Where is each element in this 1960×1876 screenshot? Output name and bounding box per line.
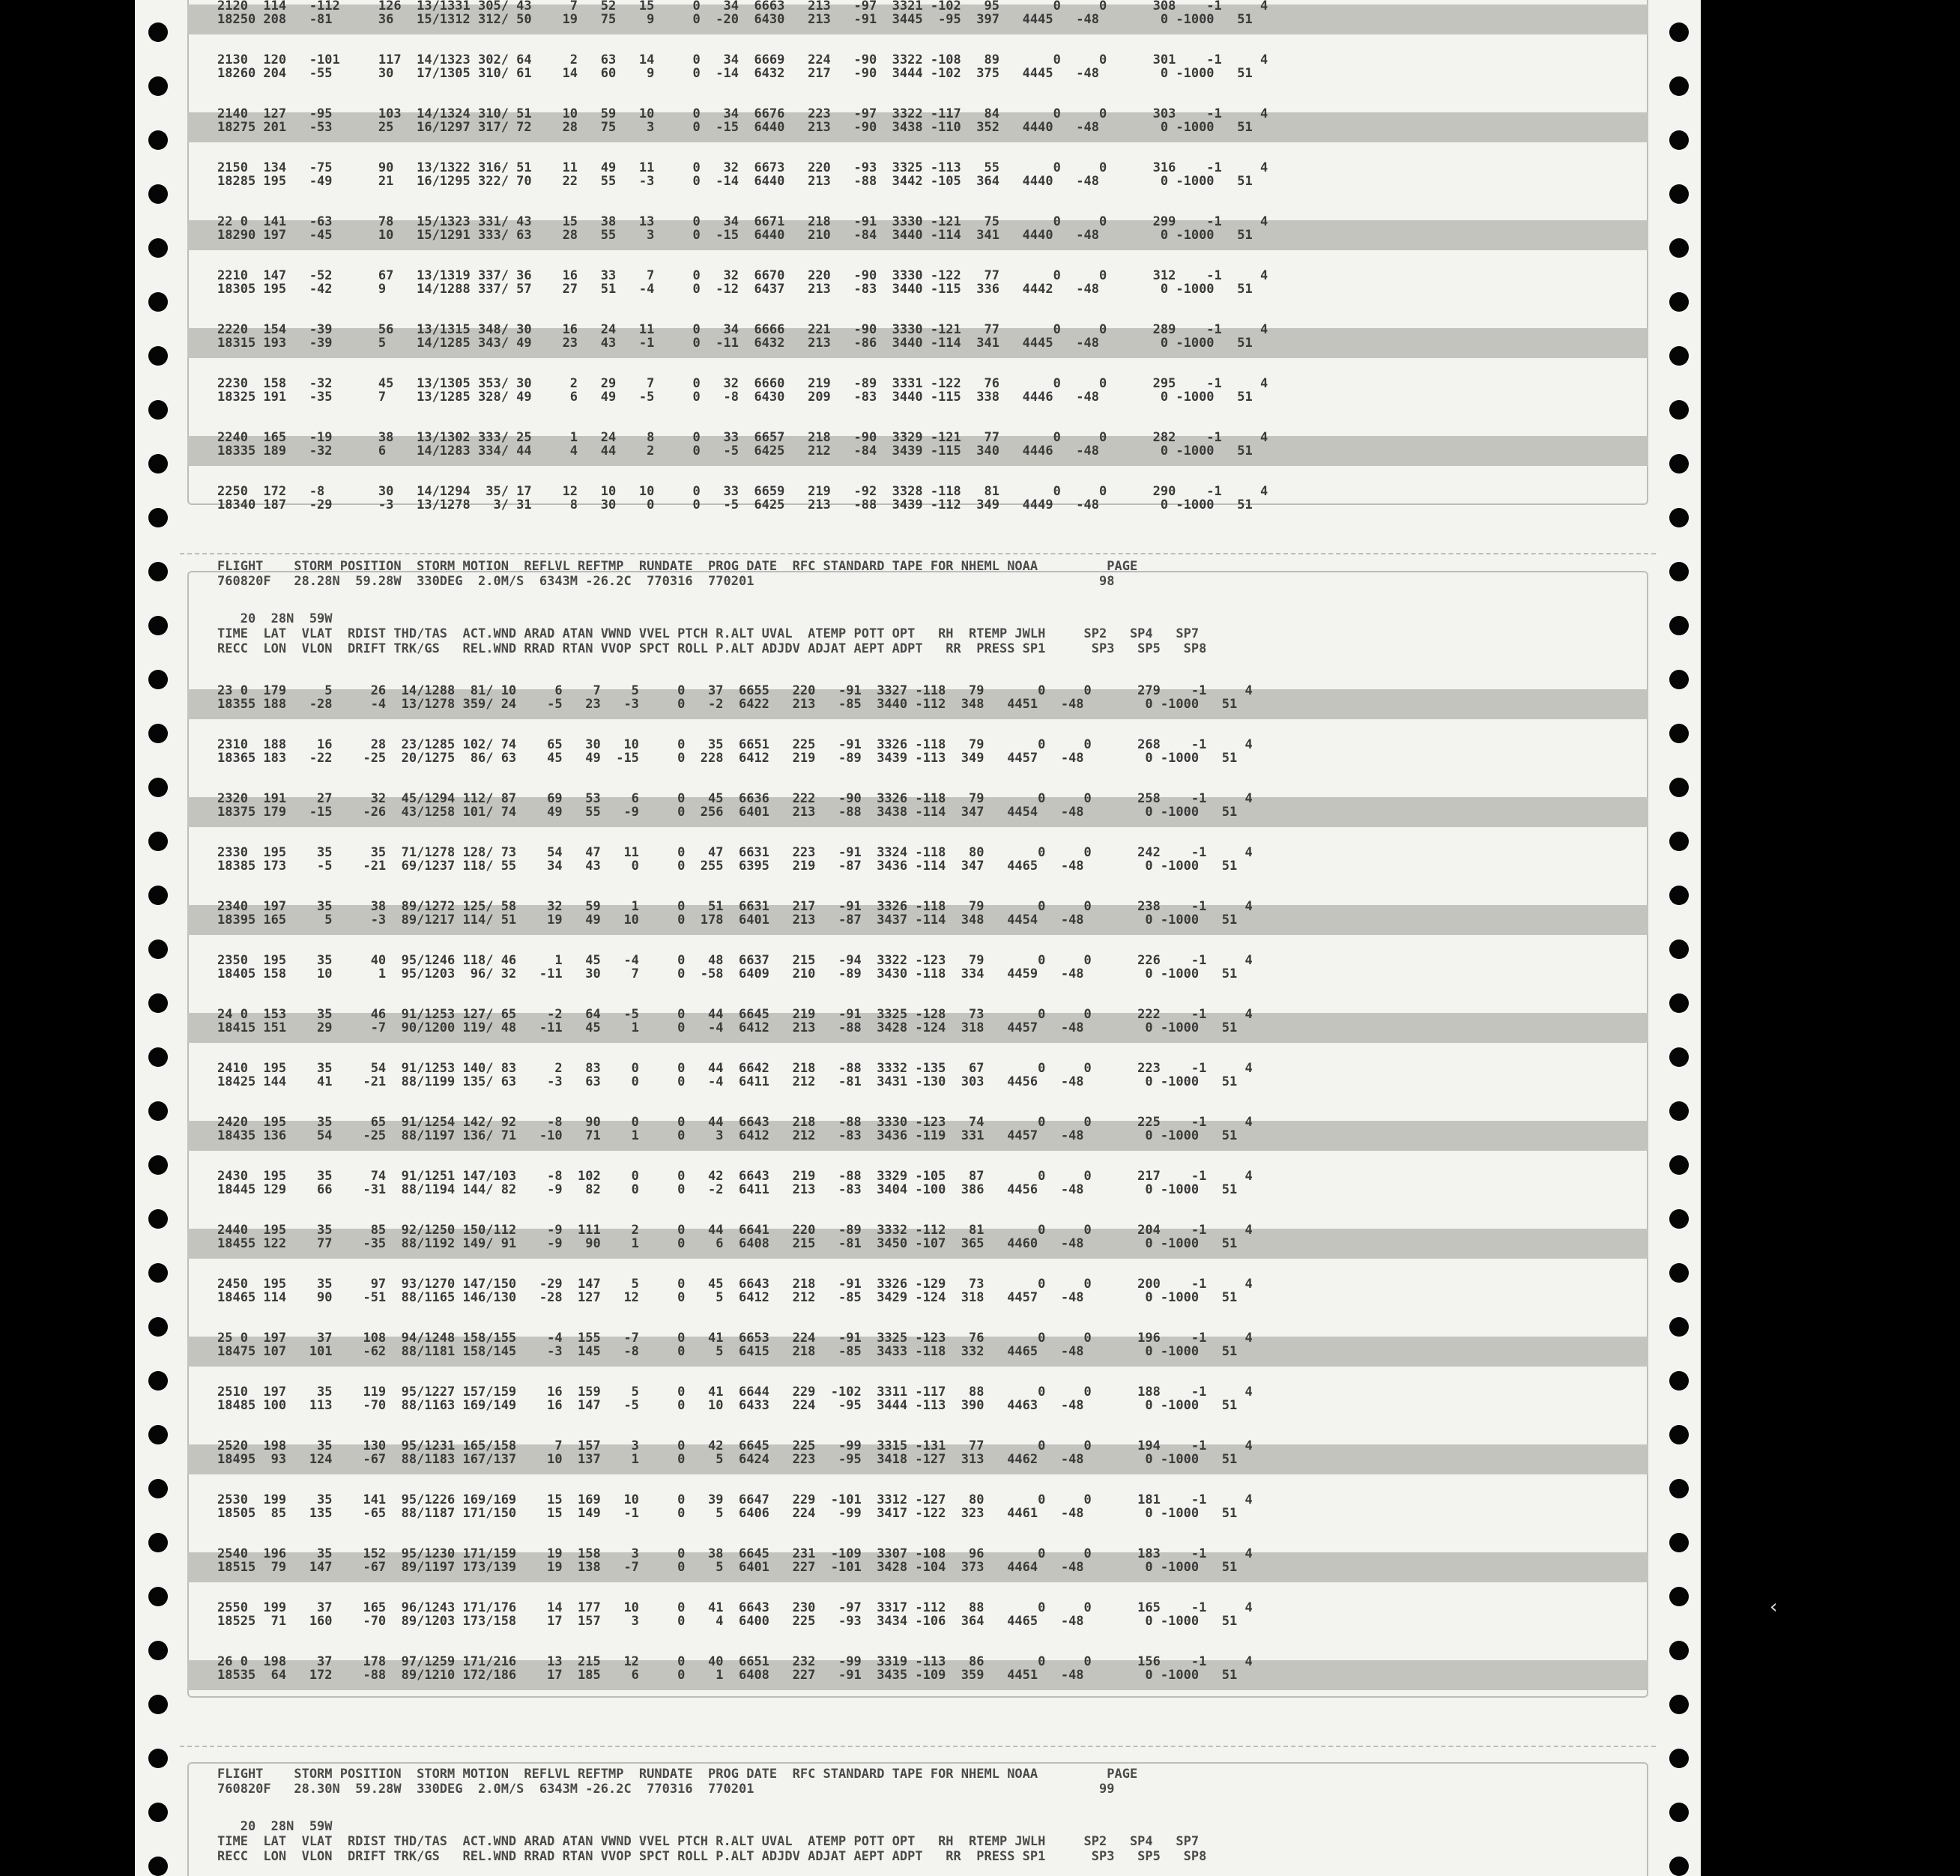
feed-hole xyxy=(148,1857,168,1876)
record-line: 18445 129 66 -31 88/1194 144/ 82 -9 82 0 0 -2 6411 213 -83 3404 -100 386 4456 -48 0 -1000 51 xyxy=(217,1182,1238,1197)
feed-hole xyxy=(1669,508,1689,527)
feed-hole xyxy=(1669,670,1689,689)
feed-hole xyxy=(1669,1857,1689,1876)
page-perforation xyxy=(180,553,1656,554)
feed-hole xyxy=(148,22,168,42)
page-3-column-header-0: 20 28N 59W xyxy=(217,1819,333,1834)
feed-hole xyxy=(1669,1587,1689,1606)
record-line: 2310 188 16 28 23/1285 102/ 74 65 30 10 0 35 6651 225 -91 3326 -118 79 0 0 268 -1 4 xyxy=(217,737,1253,752)
record-line: 2550 199 37 165 96/1243 171/176 14 177 10 0 41 6643 230 -97 3317 -112 88 0 0 165 -1 4 xyxy=(217,1600,1253,1615)
record-line: 18285 195 -49 21 16/1295 322/ 70 22 55 -3 0 -14 6440 213 -88 3442 -105 364 4440 -48 0 -1000 51 xyxy=(217,174,1253,189)
feed-hole xyxy=(148,939,168,959)
feed-hole xyxy=(148,1749,168,1768)
record-line: 18365 183 -22 -25 20/1275 86/ 63 45 49 -15 0 228 6412 219 -89 3439 -113 349 4457 -48 0 -1000 51 xyxy=(217,751,1238,766)
feed-hole xyxy=(148,832,168,851)
record-line: 18495 93 124 -67 88/1183 167/137 10 137 1 0 5 6424 223 -95 3418 -127 313 4462 -48 0 -1000 51 xyxy=(217,1452,1238,1467)
feed-hole xyxy=(1669,616,1689,635)
feed-hole xyxy=(1669,1479,1689,1498)
record-line: 2450 195 35 97 93/1270 147/150 -29 147 5 0 45 6643 218 -91 3326 -129 73 0 0 200 -1 4 xyxy=(217,1277,1253,1292)
feed-hole xyxy=(1669,1425,1689,1444)
feed-hole xyxy=(1669,832,1689,851)
feed-hole xyxy=(148,1371,168,1391)
feed-hole xyxy=(148,292,168,312)
feed-hole xyxy=(1669,1101,1689,1121)
feed-hole xyxy=(1669,1371,1689,1391)
feed-hole xyxy=(1669,1047,1689,1067)
feed-hole xyxy=(148,616,168,635)
record-line: 2320 191 27 32 45/1294 112/ 87 69 53 6 0 45 6636 222 -90 3326 -118 79 0 0 258 -1 4 xyxy=(217,791,1253,806)
feed-hole xyxy=(1669,724,1689,743)
feed-hole xyxy=(1669,1533,1689,1552)
feed-hole xyxy=(1669,778,1689,797)
page-2-header-line-2: 760820F 28.28N 59.28W 330DEG 2.0M/S 6343M -26.2C 770316 770201 98 xyxy=(217,574,1115,589)
record-line: 18260 204 -55 30 17/1305 310/ 61 14 60 9 0 -14 6432 217 -90 3444 -102 375 4445 -48 0 -1000 51 xyxy=(217,66,1253,81)
record-line: 18315 193 -39 5 14/1285 343/ 49 23 43 -1 0 -11 6432 213 -86 3440 -114 341 4445 -48 0 -1000 51 xyxy=(217,336,1253,351)
feed-hole xyxy=(148,76,168,96)
record-line: 18250 208 -81 36 15/1312 312/ 50 19 75 9 0 -20 6430 213 -91 3445 -95 397 4445 -48 0 -1000 51 xyxy=(217,12,1253,27)
feed-hole xyxy=(148,778,168,797)
feed-hole xyxy=(148,1425,168,1444)
stray-mark: ‹ xyxy=(1770,1596,1778,1618)
feed-hole xyxy=(148,1263,168,1283)
record-line: 18335 189 -32 6 14/1283 334/ 44 4 44 2 0 -5 6425 212 -84 3439 -115 340 4446 -48 0 -1000 51 xyxy=(217,444,1253,459)
record-line: 2350 195 35 40 95/1246 118/ 46 1 45 -4 0 48 6637 215 -94 3322 -123 79 0 0 226 -1 4 xyxy=(217,953,1253,968)
record-line: 18475 107 101 -62 88/1181 158/145 -3 145 -8 0 5 6415 218 -85 3433 -118 332 4465 -48 0 -1000 51 xyxy=(217,1344,1238,1359)
feed-hole xyxy=(148,1047,168,1067)
feed-hole xyxy=(1669,939,1689,959)
record-line: 2430 195 35 74 91/1251 147/103 -8 102 0 0 42 6643 219 -88 3329 -105 87 0 0 217 -1 4 xyxy=(217,1169,1253,1184)
record-line: 18455 122 77 -35 88/1192 149/ 91 -9 90 1 0 6 6408 215 -81 3450 -107 365 4460 -48 0 -1000 51 xyxy=(217,1236,1238,1251)
feed-hole xyxy=(148,130,168,150)
record-line: 2250 172 -8 30 14/1294 35/ 17 12 10 10 0 33 6659 219 -92 3328 -118 81 0 0 290 -1 4 xyxy=(217,484,1268,499)
record-line: 18290 197 -45 10 15/1291 333/ 63 28 55 3 0 -15 6440 210 -84 3440 -114 341 4440 -48 0 -1000 51 xyxy=(217,228,1253,243)
record-line: 18340 187 -29 -3 13/1278 3/ 31 8 30 0 0 -5 6425 213 -88 3439 -112 349 4449 -48 0 -1000 51 xyxy=(217,497,1253,512)
record-line: 18425 144 41 -21 88/1199 135/ 63 -3 63 0 0 -4 6411 212 -81 3431 -130 303 4456 -48 0 -1000 51 xyxy=(217,1074,1238,1089)
record-line: 18465 114 90 -51 88/1165 146/130 -28 127 12 0 5 6412 212 -85 3429 -124 318 4457 -48 0 -1000 51 xyxy=(217,1290,1238,1305)
feed-hole xyxy=(1669,1209,1689,1229)
record-line: 18355 188 -28 -4 13/1278 359/ 24 -5 23 -3 0 -2 6422 213 -85 3440 -112 348 4451 -48 0 -1000 51 xyxy=(217,697,1238,712)
record-line: 2150 134 -75 90 13/1322 316/ 51 11 49 11 0 32 6673 220 -93 3325 -113 55 0 0 316 -1 4 xyxy=(217,160,1268,175)
page-2-column-header-1: TIME LAT VLAT RDIST THD/TAS ACT.WND ARAD ATAN VWND VVEL PTCH R.ALT UVAL ATEMP POTT OPT RH RTEMP JWLH SP2 SP4 SP7 xyxy=(217,626,1200,641)
feed-hole xyxy=(148,886,168,905)
record-line: 26 0 198 37 178 97/1259 171/216 13 215 12 0 40 6651 232 -99 3319 -113 86 0 0 156 -1 4 xyxy=(217,1654,1253,1669)
record-line: 18385 173 -5 -21 69/1237 118/ 55 34 43 0 0 255 6395 219 -87 3436 -114 347 4465 -48 0 -1000 51 xyxy=(217,859,1238,874)
feed-hole xyxy=(1669,238,1689,258)
feed-hole xyxy=(148,1587,168,1606)
record-line: 18325 191 -35 7 13/1285 328/ 49 6 49 -5 0 -8 6430 209 -83 3440 -115 338 4446 -48 0 -1000 51 xyxy=(217,390,1253,405)
feed-hole xyxy=(1669,1695,1689,1714)
record-line: 2530 199 35 141 95/1226 169/169 15 169 10 0 39 6647 229 -101 3312 -127 80 0 0 181 -1 4 xyxy=(217,1492,1253,1507)
record-line: 23 0 179 5 26 14/1288 81/ 10 6 7 5 0 37 6655 220 -91 3327 -118 79 0 0 279 -1 4 xyxy=(217,683,1253,698)
feed-hole xyxy=(148,1803,168,1822)
feed-hole xyxy=(148,562,168,581)
computer-printout-page xyxy=(135,0,1701,1876)
feed-hole xyxy=(148,508,168,527)
feed-hole xyxy=(148,1479,168,1498)
record-line: 25 0 197 37 108 94/1248 158/155 -4 155 -7 0 41 6653 224 -91 3325 -123 76 0 0 196 -1 4 xyxy=(217,1331,1253,1346)
feed-hole xyxy=(1669,886,1689,905)
feed-hole xyxy=(1669,454,1689,473)
feed-hole xyxy=(148,993,168,1013)
feed-hole xyxy=(148,1101,168,1121)
page-3-header-line-2: 760820F 28.30N 59.28W 330DEG 2.0M/S 6343M -26.2C 770316 770201 99 xyxy=(217,1782,1115,1797)
record-line: 18525 71 160 -70 89/1203 173/158 17 157 3 0 4 6400 225 -93 3434 -106 364 4465 -48 0 -1000 51 xyxy=(217,1614,1238,1629)
feed-hole xyxy=(1669,1803,1689,1822)
feed-hole xyxy=(1669,22,1689,42)
record-line: 18305 195 -42 9 14/1288 337/ 57 27 51 -4 0 -12 6437 213 -83 3440 -115 336 4442 -48 0 -1000 51 xyxy=(217,282,1253,297)
record-line: 2510 197 35 119 95/1227 157/159 16 159 5 0 41 6644 229 -102 3311 -117 88 0 0 188 -1 4 xyxy=(217,1385,1253,1400)
record-line: 2540 196 35 152 95/1230 171/159 19 158 3 0 38 6645 231 -109 3307 -108 96 0 0 183 -1 4 xyxy=(217,1546,1253,1561)
record-line: 18535 64 172 -88 89/1210 172/186 17 185 6 0 1 6408 227 -91 3435 -109 359 4451 -48 0 -1000 51 xyxy=(217,1668,1238,1683)
feed-hole xyxy=(1669,562,1689,581)
record-line: 18405 158 10 1 95/1203 96/ 32 -11 30 7 0 -58 6409 210 -89 3430 -118 334 4459 -48 0 -1000 51 xyxy=(217,966,1238,981)
record-line: 18415 151 29 -7 90/1200 119/ 48 -11 45 1 0 -4 6412 213 -88 3428 -124 318 4457 -48 0 -1000 51 xyxy=(217,1020,1238,1035)
feed-hole xyxy=(1669,292,1689,312)
feed-hole xyxy=(148,1641,168,1660)
record-line: 18505 85 135 -65 88/1187 171/150 15 149 -1 0 5 6406 224 -99 3417 -122 323 4461 -48 0 -1000 51 xyxy=(217,1506,1238,1521)
record-line: 18485 100 113 -70 88/1163 169/149 16 147 -5 0 10 6433 224 -95 3444 -113 390 4463 -48 0 -1000 51 xyxy=(217,1398,1238,1413)
page-2-header-line-1: FLIGHT STORM POSITION STORM MOTION REFLVL REFTMP RUNDATE PROG DATE RFC STANDARD TAPE FOR NHEML NOAA PAGE xyxy=(217,559,1138,574)
record-line: 18275 201 -53 25 16/1297 317/ 72 28 75 3 0 -15 6440 213 -90 3438 -110 352 4440 -48 0 -1000 51 xyxy=(217,120,1253,135)
feed-hole xyxy=(148,238,168,258)
feed-hole xyxy=(148,1155,168,1175)
page-2-column-header-2: RECC LON VLON DRIFT TRK/GS REL.WND RRAD RTAN VVOP SPCT ROLL P.ALT ADJDV ADJAT AEPT ADPT RR PRESS SP1 SP3 SP5 SP8 xyxy=(217,641,1207,656)
page-3-header-line-1: FLIGHT STORM POSITION STORM MOTION REFLVL REFTMP RUNDATE PROG DATE RFC STANDARD TAPE FOR NHEML NOAA PAGE xyxy=(217,1767,1138,1782)
page-2-column-header-0: 20 28N 59W xyxy=(217,611,333,626)
feed-hole xyxy=(1669,184,1689,204)
feed-hole xyxy=(148,1695,168,1714)
record-line: 2230 158 -32 45 13/1305 353/ 30 2 29 7 0 32 6660 219 -89 3331 -122 76 0 0 295 -1 4 xyxy=(217,376,1268,391)
record-line: 24 0 153 35 46 91/1253 127/ 65 -2 64 -5 0 44 6645 219 -91 3325 -128 73 0 0 222 -1 4 xyxy=(217,1007,1253,1022)
record-line: 2220 154 -39 56 13/1315 348/ 30 16 24 11 0 34 6666 221 -90 3330 -121 77 0 0 289 -1 4 xyxy=(217,322,1268,337)
feed-hole xyxy=(1669,1263,1689,1283)
feed-hole xyxy=(1669,1155,1689,1175)
record-line: 2130 120 -101 117 14/1323 302/ 64 2 63 14 0 34 6669 224 -90 3322 -108 89 0 0 301 -1 4 xyxy=(217,52,1268,67)
feed-hole xyxy=(148,1317,168,1337)
record-line: 18375 179 -15 -26 43/1258 101/ 74 49 55 -9 0 256 6401 213 -88 3438 -114 347 4454 -48 0 -1000 51 xyxy=(217,805,1238,820)
feed-hole xyxy=(1669,993,1689,1013)
page-perforation xyxy=(180,1746,1656,1747)
feed-hole xyxy=(1669,346,1689,366)
record-line: 2240 165 -19 38 13/1302 333/ 25 1 24 8 0 33 6657 218 -90 3329 -121 77 0 0 282 -1 4 xyxy=(217,430,1268,445)
feed-hole xyxy=(1669,1641,1689,1660)
feed-hole xyxy=(148,184,168,204)
page-3-column-header-1: TIME LAT VLAT RDIST THD/TAS ACT.WND ARAD ATAN VWND VVEL PTCH R.ALT UVAL ATEMP POTT OPT RH RTEMP JWLH SP2 SP4 SP7 xyxy=(217,1834,1200,1849)
feed-hole xyxy=(148,400,168,420)
feed-hole xyxy=(148,346,168,366)
feed-hole xyxy=(1669,130,1689,150)
feed-hole xyxy=(1669,1749,1689,1768)
record-line: 2140 127 -95 103 14/1324 310/ 51 10 59 10 0 34 6676 223 -97 3322 -117 84 0 0 303 -1 4 xyxy=(217,106,1268,121)
record-line: 18395 165 5 -3 89/1217 114/ 51 19 49 10 0 178 6401 213 -87 3437 -114 348 4454 -48 0 -1000 51 xyxy=(217,913,1238,928)
feed-hole xyxy=(148,454,168,473)
record-line: 22 0 141 -63 78 15/1323 331/ 43 15 38 13 0 34 6671 218 -91 3330 -121 75 0 0 299 -1 4 xyxy=(217,214,1268,229)
record-line: 2210 147 -52 67 13/1319 337/ 36 16 33 7 0 32 6670 220 -90 3330 -122 77 0 0 312 -1 4 xyxy=(217,268,1268,283)
record-line: 2330 195 35 35 71/1278 128/ 73 54 47 11 0 47 6631 223 -91 3324 -118 80 0 0 242 -1 4 xyxy=(217,845,1253,860)
record-line: 2420 195 35 65 91/1254 142/ 92 -8 90 0 0 44 6643 218 -88 3330 -123 74 0 0 225 -1 4 xyxy=(217,1115,1253,1130)
feed-hole xyxy=(148,1533,168,1552)
feed-hole xyxy=(1669,76,1689,96)
right-tractor-feed-holes xyxy=(1656,0,1701,1876)
record-line: 18435 136 54 -25 88/1197 136/ 71 -10 71 1 0 3 6412 212 -83 3436 -119 331 4457 -48 0 -1000 51 xyxy=(217,1128,1238,1143)
record-line: 2340 197 35 38 89/1272 125/ 58 32 59 1 0 51 6631 217 -91 3326 -118 79 0 0 238 -1 4 xyxy=(217,899,1253,914)
feed-hole xyxy=(148,670,168,689)
record-line: 18515 79 147 -67 89/1197 173/139 19 138 -7 0 5 6401 227 -101 3428 -104 373 4464 -48 0 -1000 51 xyxy=(217,1560,1238,1575)
feed-hole xyxy=(1669,1317,1689,1337)
left-tractor-feed-holes xyxy=(135,0,180,1876)
record-line: 2410 195 35 54 91/1253 140/ 83 2 83 0 0 44 6642 218 -88 3332 -135 67 0 0 223 -1 4 xyxy=(217,1061,1253,1076)
record-line: 2520 198 35 130 95/1231 165/158 7 157 3 0 42 6645 225 -99 3315 -131 77 0 0 194 -1 4 xyxy=(217,1438,1253,1453)
record-line: 2120 114 -112 126 13/1331 305/ 43 7 52 15 0 34 6663 213 -97 3321 -102 95 0 0 308 -1 4 xyxy=(217,0,1268,13)
record-line: 2440 195 35 85 92/1250 150/112 -9 111 2 0 44 6641 220 -89 3332 -112 81 0 0 204 -1 4 xyxy=(217,1223,1253,1238)
feed-hole xyxy=(148,1209,168,1229)
feed-hole xyxy=(1669,400,1689,420)
page-3-column-header-2: RECC LON VLON DRIFT TRK/GS REL.WND RRAD RTAN VVOP SPCT ROLL P.ALT ADJDV ADJAT AEPT ADPT RR PRESS SP1 SP3 SP5 SP8 xyxy=(217,1849,1207,1864)
feed-hole xyxy=(148,724,168,743)
